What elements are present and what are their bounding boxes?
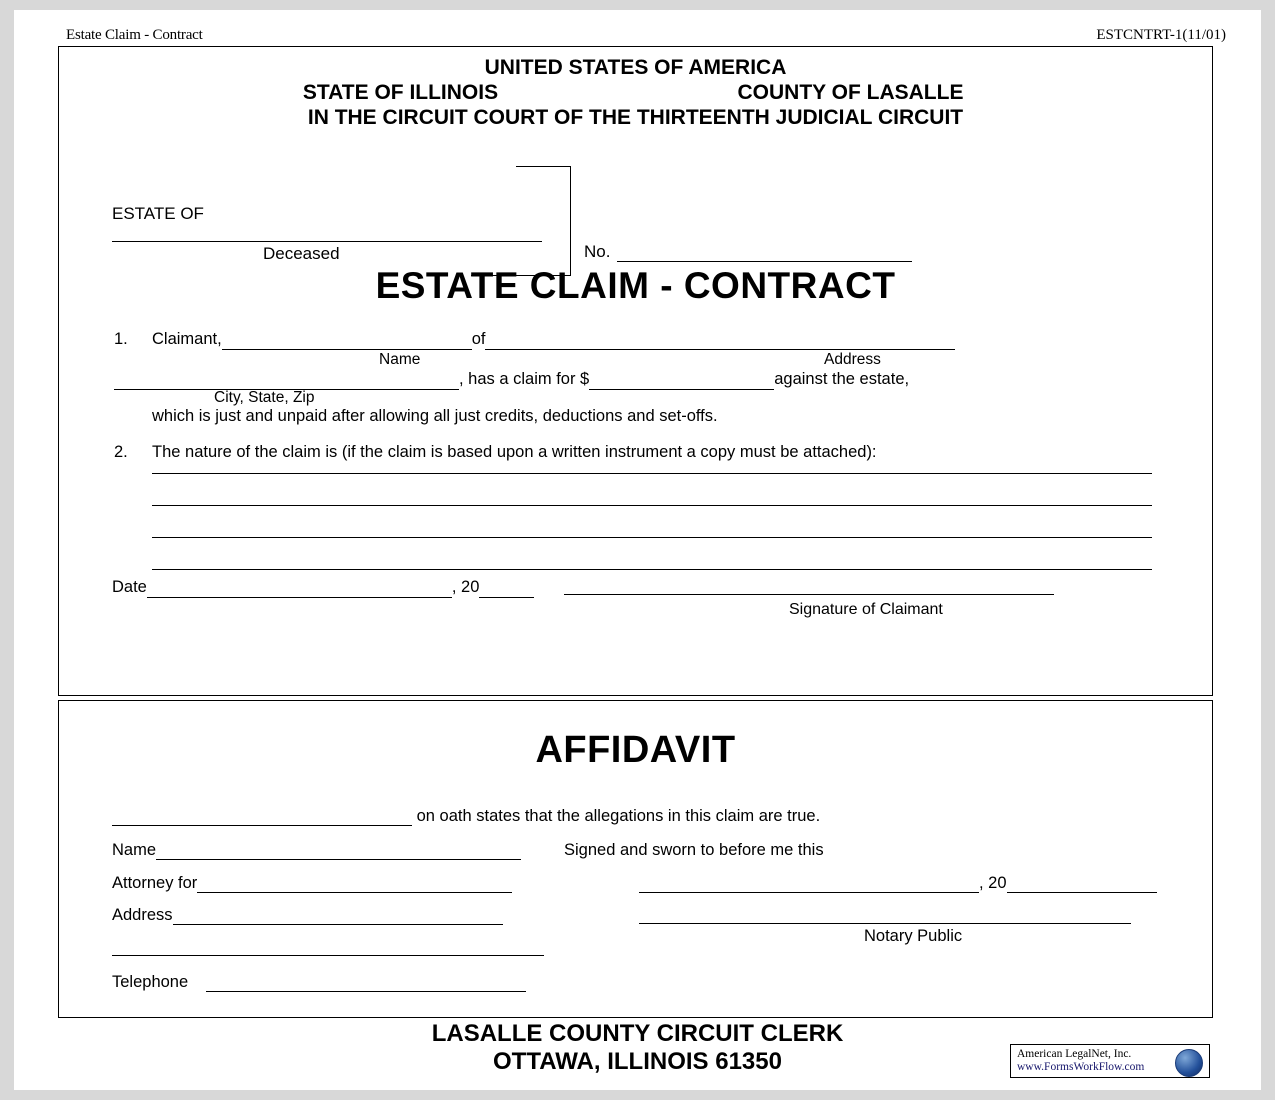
affidavit-address-field[interactable]	[173, 910, 503, 925]
estate-of-label: ESTATE OF	[112, 204, 204, 223]
claimant-name-field[interactable]	[222, 335, 472, 350]
claim-section	[58, 46, 1213, 696]
date-row	[112, 577, 534, 598]
case-number-label: No.	[584, 242, 611, 261]
city-state-zip-caption: City, State, Zip	[214, 389, 315, 406]
telephone-label: Telephone	[112, 973, 189, 991]
notary-date-field[interactable]	[639, 878, 979, 893]
circuit-label: IN THE CIRCUIT COURT OF THE THIRTEENTH JUDICIAL CIRCUIT	[307, 106, 964, 129]
attorney-for-field[interactable]	[197, 878, 512, 893]
date-year-field[interactable]	[479, 583, 534, 598]
page-edge-bottom	[0, 1090, 1275, 1100]
paragraph-1-number: 1.	[114, 330, 128, 348]
legalnet-company: American LegalNet, Inc.	[1017, 1048, 1132, 1060]
affidavit-telephone-row	[112, 973, 526, 992]
affidavit-section	[58, 700, 1213, 1018]
footer-line-2: OTTAWA, ILLINOIS 61350	[493, 1048, 782, 1075]
nature-of-claim-lines	[152, 442, 1152, 570]
claim-for-label: , has a claim for $	[459, 370, 590, 388]
claimant-address-field[interactable]	[485, 335, 955, 350]
deceased-label: Deceased	[259, 244, 344, 264]
globe-icon	[1175, 1049, 1203, 1077]
address-caption: Address	[824, 351, 881, 368]
attorney-for-label: Attorney for	[112, 874, 198, 892]
state-label: STATE OF ILLINOIS	[302, 81, 499, 104]
date-year-label: , 20	[451, 578, 480, 596]
legalnet-text	[1017, 1048, 1144, 1074]
nature-of-claim-line[interactable]	[152, 474, 1152, 506]
date-label: Date	[112, 578, 147, 596]
affidavit-address-row	[112, 906, 503, 925]
paragraph-1	[59, 329, 1212, 434]
caption-bracket	[471, 166, 571, 276]
page-title: ESTATE CLAIM - CONTRACT	[375, 265, 896, 306]
affidavit-name-field[interactable]	[156, 845, 521, 860]
against-estate-label: against the estate,	[774, 370, 910, 388]
notary-year-field[interactable]	[1007, 878, 1157, 893]
affidavit-address-line-2[interactable]	[112, 954, 544, 956]
affidavit-address-label: Address	[112, 906, 173, 924]
court-heading	[59, 55, 1212, 130]
affidavit-sworn-label: Signed and sworn to before me this	[564, 841, 824, 859]
notary-public-caption: Notary Public	[864, 927, 963, 945]
claimant-label: Claimant,	[152, 330, 222, 348]
name-caption: Name	[379, 351, 421, 368]
case-caption	[59, 156, 1212, 271]
affidavit-oath-row	[112, 807, 820, 826]
telephone-field[interactable]	[206, 977, 526, 992]
claim-amount-field[interactable]	[589, 375, 774, 390]
county-label: COUNTY OF LASALLE	[737, 81, 964, 104]
paragraph-1-closing: which is just and unpaid after allowing all just credits, deductions and set-offs.	[152, 407, 718, 425]
affidavit-attorney-row	[112, 874, 512, 893]
signature-block	[59, 577, 1212, 637]
affiant-name-field[interactable]	[112, 811, 412, 826]
footer-line-1: LASALLE COUNTY CIRCUIT CLERK	[431, 1020, 844, 1047]
of-label: of	[471, 330, 486, 348]
paragraph-2-number: 2.	[114, 443, 128, 461]
form-name-label: Estate Claim - Contract	[66, 27, 203, 43]
date-field[interactable]	[147, 583, 452, 598]
notary-date-row	[639, 874, 1157, 893]
nature-of-claim-line[interactable]	[152, 506, 1152, 538]
nature-of-claim-line[interactable]	[152, 538, 1152, 570]
state-county-row	[59, 80, 1212, 105]
affidavit-name-row	[112, 841, 521, 860]
page-edge-left	[0, 0, 14, 1100]
country-label: UNITED STATES OF AMERICA	[484, 56, 787, 79]
document-header	[66, 27, 1226, 44]
case-number-field[interactable]	[617, 260, 912, 262]
caption-bracket-mask	[471, 166, 516, 169]
affidavit-oath-text: on oath states that the allegations in this claim are true.	[416, 807, 821, 825]
legalnet-url[interactable]: www.FormsWorkFlow.com	[1017, 1061, 1145, 1073]
signature-caption: Signature of Claimant	[789, 601, 943, 618]
notary-signature-field[interactable]	[639, 922, 1131, 924]
form-number-label: ESTCNTRT-1(11/01)	[1096, 27, 1226, 43]
paragraph-1-line-1	[152, 329, 955, 350]
paragraph-2-text: The nature of the claim is (if the claim is based upon a written instrument a copy must be attached):	[152, 443, 877, 461]
affidavit-name-label: Name	[112, 841, 157, 859]
signature-field[interactable]	[564, 593, 1054, 595]
nature-of-claim-line[interactable]	[152, 442, 1152, 474]
legalnet-badge[interactable]	[1010, 1044, 1210, 1078]
affidavit-title: AFFIDAVIT	[535, 729, 736, 771]
notary-year-label: , 20	[979, 874, 1007, 892]
page-edge-right	[1261, 0, 1275, 1100]
page-edge-top	[0, 0, 1275, 10]
